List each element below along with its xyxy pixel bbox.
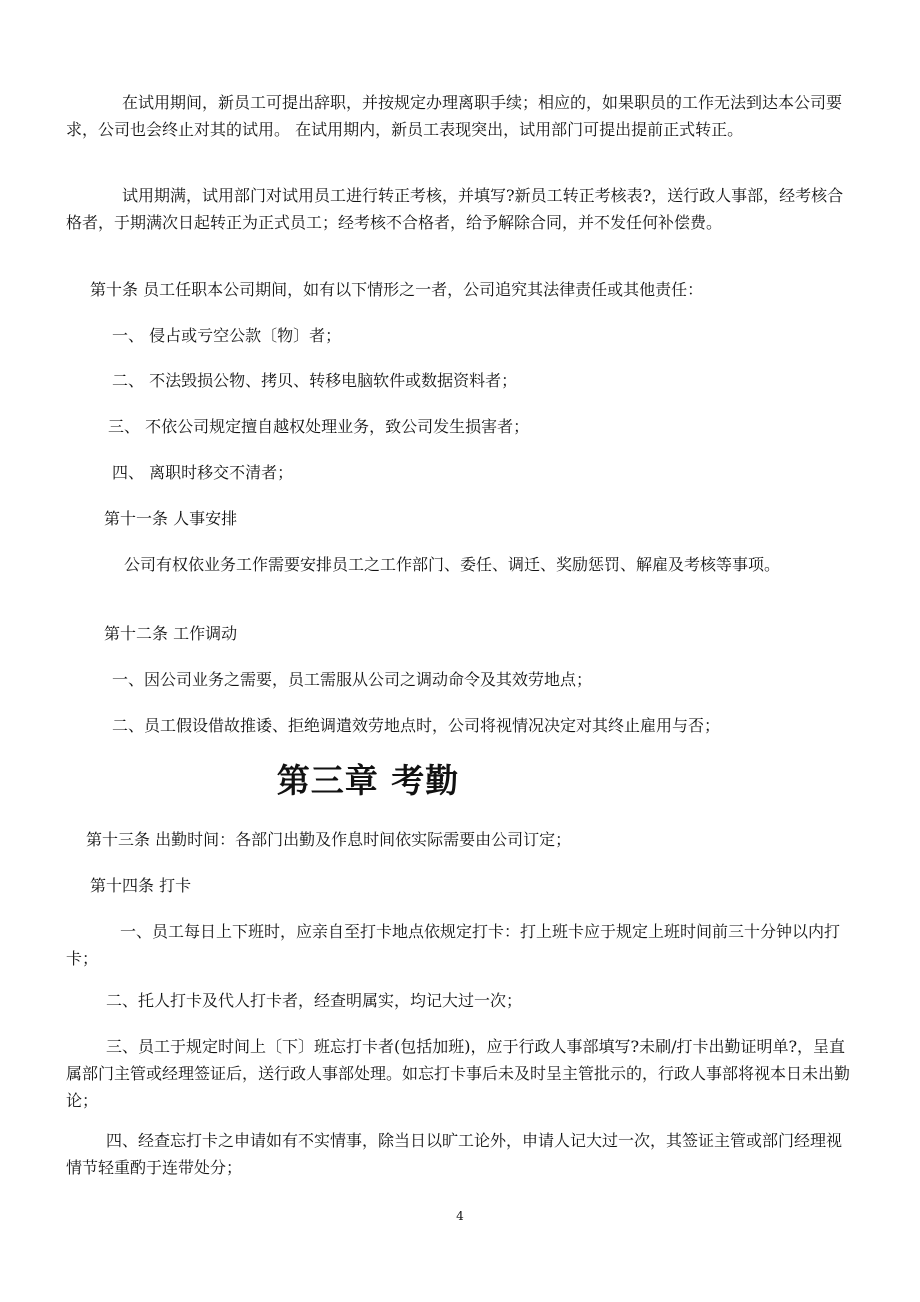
article-14-heading: 第十四条 打卡: [90, 876, 192, 895]
article-14-item-1: 一、员工每日上下班时，应亲自至打卡地点依规定打卡：打上班卡应于规定上班时间前三十分钟以内打卡；: [66, 922, 841, 968]
article-10-item-1: 一、 侵占或亏空公款〔物〕者；: [112, 326, 342, 345]
page-number: 4: [456, 1209, 464, 1223]
paragraph-probation-resignation: 在试用期间，新员工可提出辞职，并按规定办理离职手续；相应的，如果职员的工作无法到达本公司要求，公司也会终止对其的试用。 在试用期内，新员工表现突出，试用部门可提出提前正式转正。: [66, 93, 843, 139]
article-10-item-3: 三、 不依公司规定擅自越权处理业务，致公司发生损害者；: [108, 417, 530, 436]
paragraph-probation-assessment: 试用期满，试用部门对试用员工进行转正考核，并填写?新员工转正考核表?，送行政人事部，经考核合格者，于期满次日起转正为正式员工；经考核不合格者，给予解除合同，并不发任何补偿费。: [66, 186, 844, 232]
article-11-heading: 第十一条 人事安排: [104, 509, 238, 528]
article-12-heading: 第十二条 工作调动: [104, 624, 238, 643]
article-12-item-1: 一、因公司业务之需要，员工需服从公司之调动命令及其效劳地点；: [112, 670, 593, 689]
article-14-item-4: 四、经查忘打卡之申请如有不实情事，除当日以旷工论外，申请人记大过一次，其签证主管或部门经理视情节轻重酌于连带处分；: [66, 1131, 843, 1177]
article-10-item-4: 四、 离职时移交不清者；: [112, 463, 294, 482]
article-10-heading: 第十条 员工任职本公司期间，如有以下情形之一者，公司追究其法律责任或其他责任：: [90, 280, 704, 299]
article-10-item-2: 二、 不法毁损公物、拷贝、转移电脑软件或数据资料者；: [112, 371, 518, 390]
article-11-body: 公司有权依业务工作需要安排员工之工作部门、委任、调迁、奖励惩罚、解雇及考核等事项。: [124, 555, 781, 574]
article-13-heading: 第十三条 出勤时间：各部门出勤及作息时间依实际需要由公司订定；: [86, 830, 572, 849]
chapter-title: 第三章 考勤: [276, 761, 460, 800]
article-12-item-2: 二、员工假设借故推诿、拒绝调遣效劳地点时，公司将视情况决定对其终止雇用与否；: [112, 716, 721, 735]
article-14-item-2: 二、托人打卡及代人打卡者，经查明属实，均记大过一次；: [106, 991, 523, 1010]
article-14-item-3: 三、员工于规定时间上〔下〕班忘打卡者(包括加班)，应于行政人事部填写?未刷/打卡出勤证明单?，呈直属部门主管或经理签证后，送行政人事部处理。如忘打卡事后未及时呈主管批示的，行政人事部将视本日未出勤论；: [66, 1037, 851, 1110]
